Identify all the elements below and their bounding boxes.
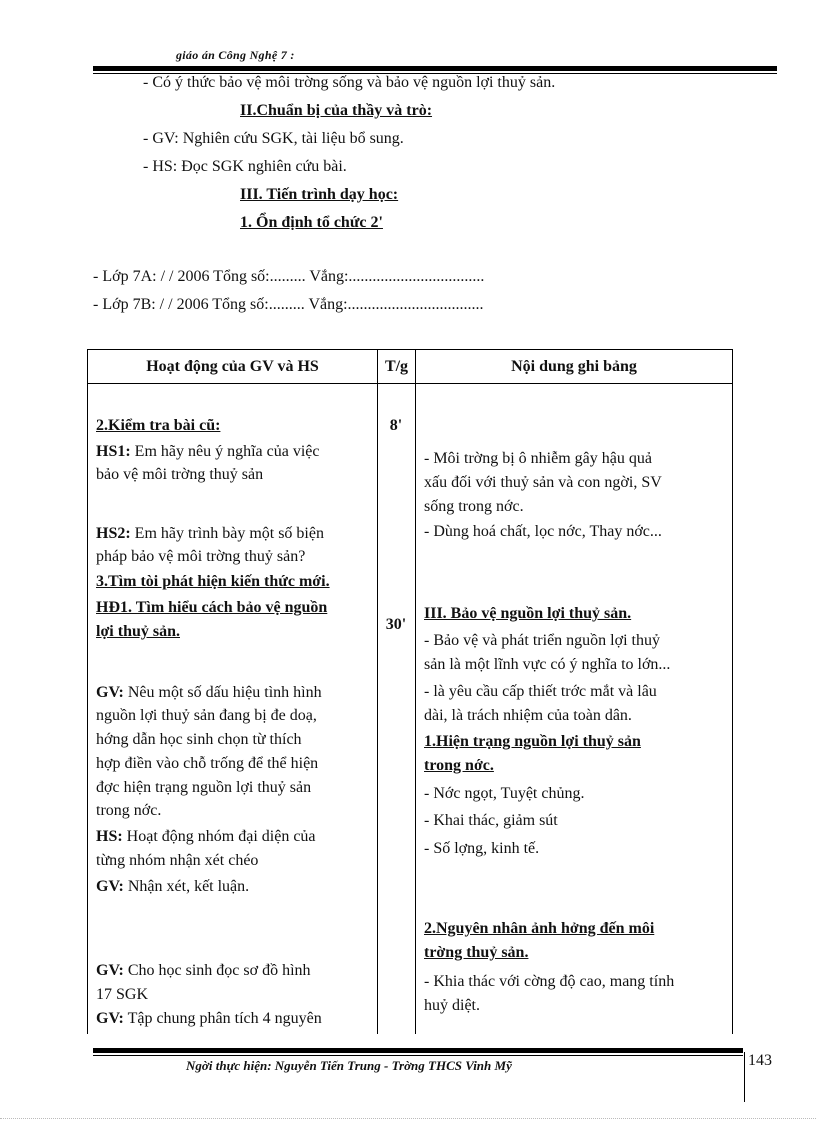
board-line-3: sống trong nớc. — [424, 498, 524, 515]
footer-rule-thick — [93, 1048, 743, 1053]
lesson-plan-table — [87, 349, 733, 1034]
hs1-label: HS1: — [96, 443, 131, 460]
causes-heading-cont: trờng thuỷ sản. — [424, 944, 529, 961]
hs1-question — [96, 440, 320, 463]
hs2-text: Em hãy trình bày một số biện — [130, 525, 324, 542]
hs-label: HS: — [96, 828, 123, 845]
subsection-organize-heading: 1. Ổn định tổ chức 2' — [240, 214, 383, 231]
header-activities: Hoạt động của GV và HS — [88, 350, 378, 384]
board-line-1: - Môi trờng bị ô nhiễm gây hậu quả — [424, 450, 652, 467]
section-process-heading: III. Tiến trình dạy học: — [240, 186, 399, 203]
board-line-6: sản là một lĩnh vực có ý nghĩa to lớn... — [424, 656, 671, 673]
check-old-lesson-heading: 2.Kiểm tra bài cũ: — [96, 417, 221, 434]
board-line-12: - Khia thác với cờng độ cao, mang tính — [424, 973, 675, 990]
gv1-line-b: nguồn lợi thuỷ sản đang bị đe doạ, — [96, 707, 317, 724]
board-line-8: dài, là trách nhiệm của toàn dân. — [424, 707, 632, 724]
activity1-heading-cont: lợi thuỷ sản. — [96, 623, 180, 640]
current-status-heading-cont: trong nớc. — [424, 757, 494, 774]
page-number-divider — [744, 1052, 745, 1102]
teacher-preparation: - GV: Nghiên cứu SGK, tài liệu bổ sung. — [143, 130, 404, 147]
causes-heading: 2.Nguyên nhân ảnh hởng đến môi — [424, 920, 655, 937]
hs-group-activity-cont: từng nhóm nhận xét chéo — [96, 852, 259, 869]
time-column — [378, 384, 416, 1035]
gv1-label: GV: — [96, 684, 124, 701]
footer-rule-thin — [93, 1055, 743, 1056]
board-line-5: - Bảo vệ và phát triển nguồn lợi thuỷ — [424, 632, 660, 649]
activities-column — [88, 384, 378, 1035]
gv1-line-c: hớng dẫn học sinh chọn từ thích — [96, 731, 302, 748]
header-rule-thick — [93, 66, 777, 71]
gv1-text: Nêu một số dấu hiệu tình hình — [123, 684, 322, 701]
gv2-text: Nhận xét, kết luận. — [123, 878, 250, 895]
board-content-column — [416, 384, 733, 1035]
board-line-10: - Khai thác, giảm sút — [424, 812, 558, 829]
gv3-diagram — [96, 959, 311, 982]
student-preparation: - HS: Đọc SGK nghiên cứu bài. — [143, 158, 347, 175]
discover-knowledge-heading: 3.Tìm tòi phát hiện kiến thức mới. — [96, 573, 330, 590]
hs1-text: Em hãy nêu ý nghĩa của việc — [130, 443, 320, 460]
protection-heading: III. Bảo vệ nguồn lợi thuỷ sản. — [424, 605, 632, 622]
board-line-9: - Nớc ngọt, Tuyệt chủng. — [424, 785, 585, 802]
header-board-content: Nội dung ghi bảng — [416, 350, 733, 384]
board-line-11: - Số lợng, kinh tế. — [424, 840, 540, 857]
table-body-row — [88, 384, 733, 1035]
page-number: 143 — [748, 1052, 772, 1069]
hs-group-activity — [96, 825, 316, 848]
hs-text: Hoạt động nhóm đại diện của — [122, 828, 316, 845]
gv4-analysis — [96, 1007, 322, 1030]
document-header-title: giáo án Công Nghệ 7 : — [176, 48, 295, 62]
hs2-question-cont: pháp bảo vệ môi trờng thuỷ sản? — [96, 548, 306, 565]
gv4-text: Tập chung phân tích 4 nguyên — [123, 1010, 322, 1027]
hs1-question-cont: bảo vệ môi trờng thuỷ sản — [96, 466, 264, 483]
class-7a-attendance: - Lớp 7A: / / 2006 Tổng số:......... Vắng:.................................. — [93, 268, 485, 285]
gv1-line-d: hợp điền vào chỗ trống để thể hiện — [96, 755, 319, 772]
footer-author: Ngời thực hiện: Nguyễn Tiến Trung - Trờng THCS Vinh Mỹ — [186, 1058, 512, 1073]
activity1-heading: HĐ1. Tìm hiểu cách bảo vệ nguồn — [96, 599, 328, 616]
current-status-heading: 1.Hiện trạng nguồn lợi thuỷ sản — [424, 733, 641, 750]
gv2-label: GV: — [96, 878, 124, 895]
board-line-2: xấu đối với thuỷ sản và con ngời, SV — [424, 474, 662, 491]
gv1-line-e: đợc hiện trạng nguồn lợi thuỷ sản — [96, 779, 312, 796]
gv2-conclusion — [96, 875, 249, 898]
hs2-question — [96, 522, 324, 545]
gv3-text: Cho học sinh đọc sơ đồ hình — [123, 962, 311, 979]
board-line-13: huỷ diệt. — [424, 997, 480, 1014]
gv1-instruction — [96, 681, 322, 704]
objective-line: - Có ý thức bảo vệ môi trờng sống và bảo vệ nguồn lợi thuỷ sản. — [143, 74, 556, 91]
header-time: T/g — [378, 350, 416, 384]
board-line-7: - là yêu cầu cấp thiết trớc mắt và lâu — [424, 683, 657, 700]
gv1-line-f: trong nớc. — [96, 802, 162, 819]
page-bottom-dotted-line — [0, 1118, 816, 1120]
table-header-row — [88, 350, 733, 384]
gv3-label: GV: — [96, 962, 124, 979]
hs2-label: HS2: — [96, 525, 131, 542]
section-preparation-heading: II.Chuẩn bị của thầy và trò: — [240, 102, 433, 119]
class-7b-attendance: - Lớp 7B: / / 2006 Tổng số:......... Vắng:.................................. — [93, 296, 484, 313]
board-line-4: - Dùng hoá chất, lọc nớc, Thay nớc... — [424, 523, 662, 540]
time-check-old-lesson: 8' — [389, 417, 403, 434]
gv3-diagram-cont: 17 SGK — [96, 986, 149, 1003]
gv4-label: GV: — [96, 1010, 124, 1027]
time-new-knowledge: 30' — [385, 616, 407, 633]
